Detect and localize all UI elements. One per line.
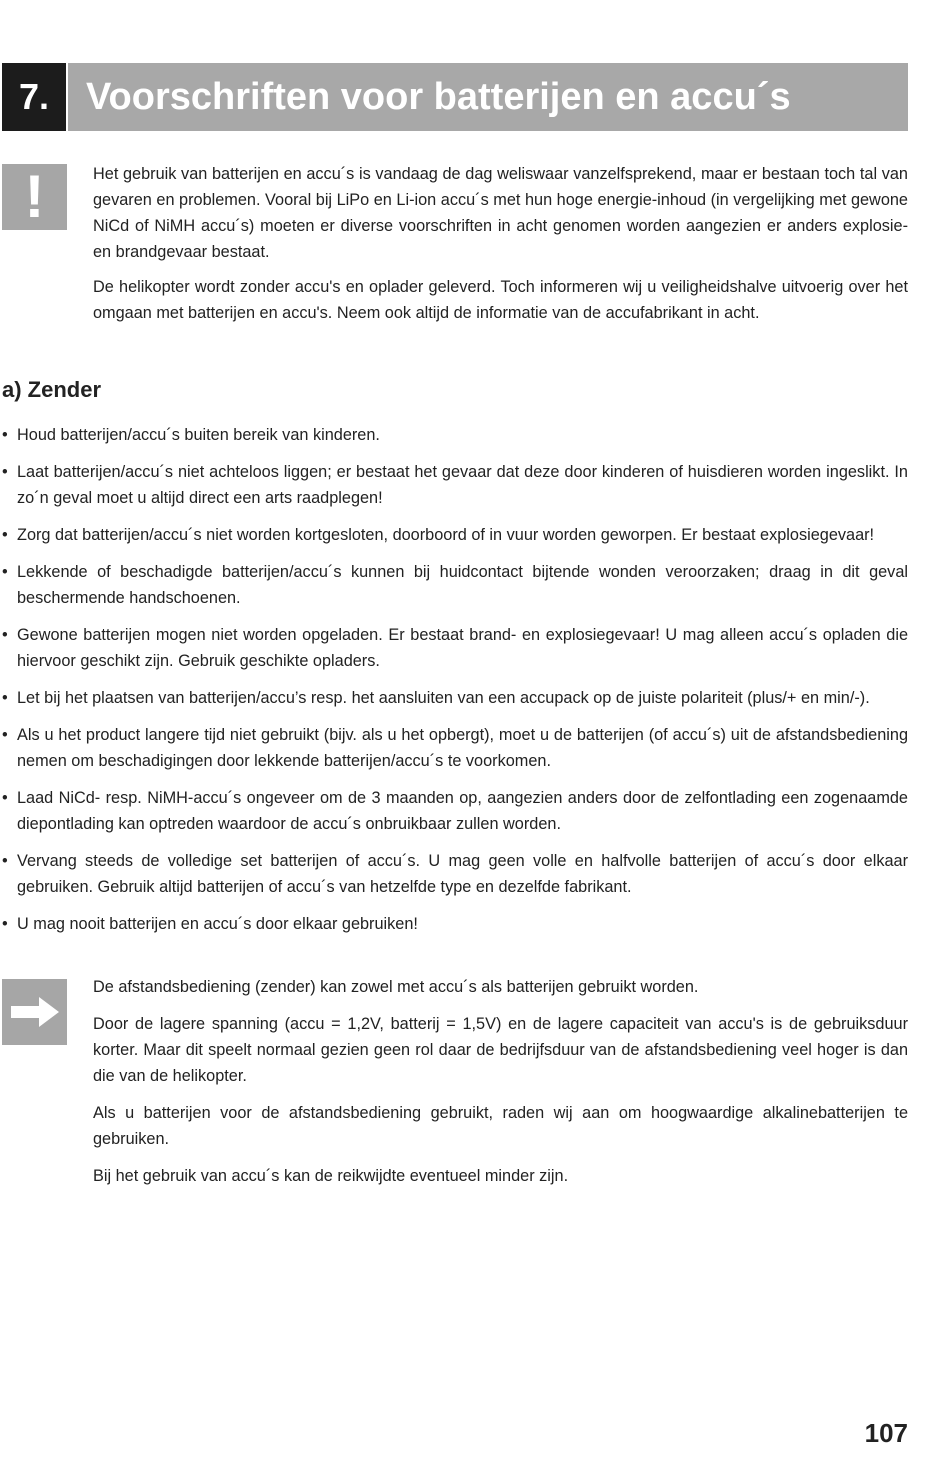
list-item: • Let bij het plaatsen van batterijen/accu’s resp. het aansluiten van een accupack op de juiste polariteit (plus/+ en min/-). [2, 685, 908, 711]
exclamation-icon: ! [2, 164, 67, 230]
page-number: 107 [864, 1418, 908, 1448]
list-item: • Zorg dat batterijen/accu´s niet worden kortgesloten, doorboord of in vuur worden geworpen. Er bestaat explosiegevaar! [2, 522, 908, 548]
list-item: • Laad NiCd- resp. NiMH-accu´s ongeveer om de 3 maanden op, aangezien anders door de zelfontlading een zogenaamde diepontlading kan optreden waardoor de accu´s onbruikbaar zullen worden. [2, 785, 908, 837]
list-item: • U mag nooit batterijen en accu´s door elkaar gebruiken! [2, 911, 908, 937]
bullet-list [2, 422, 908, 948]
list-item: • Gewone batterijen mogen niet worden opgeladen. Er bestaat brand- en explosiegevaar! U mag alleen accu´s opladen die hiervoor geschikt zijn. Gebruik geschikte opladers. [2, 622, 908, 674]
intro-paragraph-2: De helikopter wordt zonder accu's en oplader geleverd. Toch informeren wij u veiligheidshalve uitvoerig over het omgaan met batterijen en accu's. Neem ook altijd de informatie van de accufabrikant in acht. [93, 278, 908, 322]
note-paragraph-1: De afstandsbediening (zender) kan zowel met accu´s als batterijen gebruikt worden. [93, 978, 699, 996]
list-item: • Als u het product langere tijd niet gebruikt (bijv. als u het opbergt), moet u de batterijen (of accu´s) uit de afstandsbediening nemen om beschadigingen door lekkende batterijen/accu´s te voorkomen. [2, 722, 908, 774]
note-paragraph-3: Als u batterijen voor de afstandsbediening gebruikt, raden wij aan om hoogwaardige alkalinebatterijen te gebruiken. [93, 1104, 908, 1148]
note-paragraph-4: Bij het gebruik van accu´s kan de reikwijdte eventueel minder zijn. [93, 1167, 569, 1185]
note-paragraph-2: Door de lagere spanning (accu = 1,2V, batterij = 1,5V) en de lagere capaciteit van accu's is de gebruiksduur korter. Maar dit speelt normaal gezien geen rol daar de bedrijfsduur van de afstandsbediening veel hoger is dan die van de helikopter. [93, 1015, 908, 1085]
list-item: • Laat batterijen/accu´s niet achteloos liggen; er bestaat het gevaar dat deze door kinderen of huisdieren worden ingeslikt. In zo´n geval moet u altijd direct een arts raadplegen! [2, 459, 908, 511]
intro-paragraph-1: Het gebruik van batterijen en accu´s is vandaag de dag weliswaar vanzelfsprekend, maar er bestaan toch tal van gevaren en problemen. Vooral bij LiPo en Li-ion accu´s met hun hoge energie-inhoud (in vergelijking met gewone NiCd of NiMH accu´s) moeten er diverse voorschriften in acht genomen worden aangezien er anders explosie- en brandgevaar bestaat. [93, 165, 908, 261]
chapter-title: Voorschriften voor batterijen en accu´s [68, 63, 908, 131]
arrow-right-icon [2, 979, 67, 1045]
chapter-header [2, 63, 908, 131]
list-item: • Houd batterijen/accu´s buiten bereik van kinderen. [2, 422, 908, 448]
list-item: • Lekkende of beschadigde batterijen/accu´s kunnen bij huidcontact bijtende wonden veroorzaken; draag in dit geval beschermende handschoenen. [2, 559, 908, 611]
chapter-number: 7. [2, 63, 66, 131]
list-item: • Vervang steeds de volledige set batterijen of accu´s. U mag geen volle en halfvolle batterijen of accu´s door elkaar gebruiken. Gebruik altijd batterijen of accu´s van hetzelfde type en dezelfde fabrikant. [2, 848, 908, 900]
section-title: a) Zender [2, 377, 102, 402]
